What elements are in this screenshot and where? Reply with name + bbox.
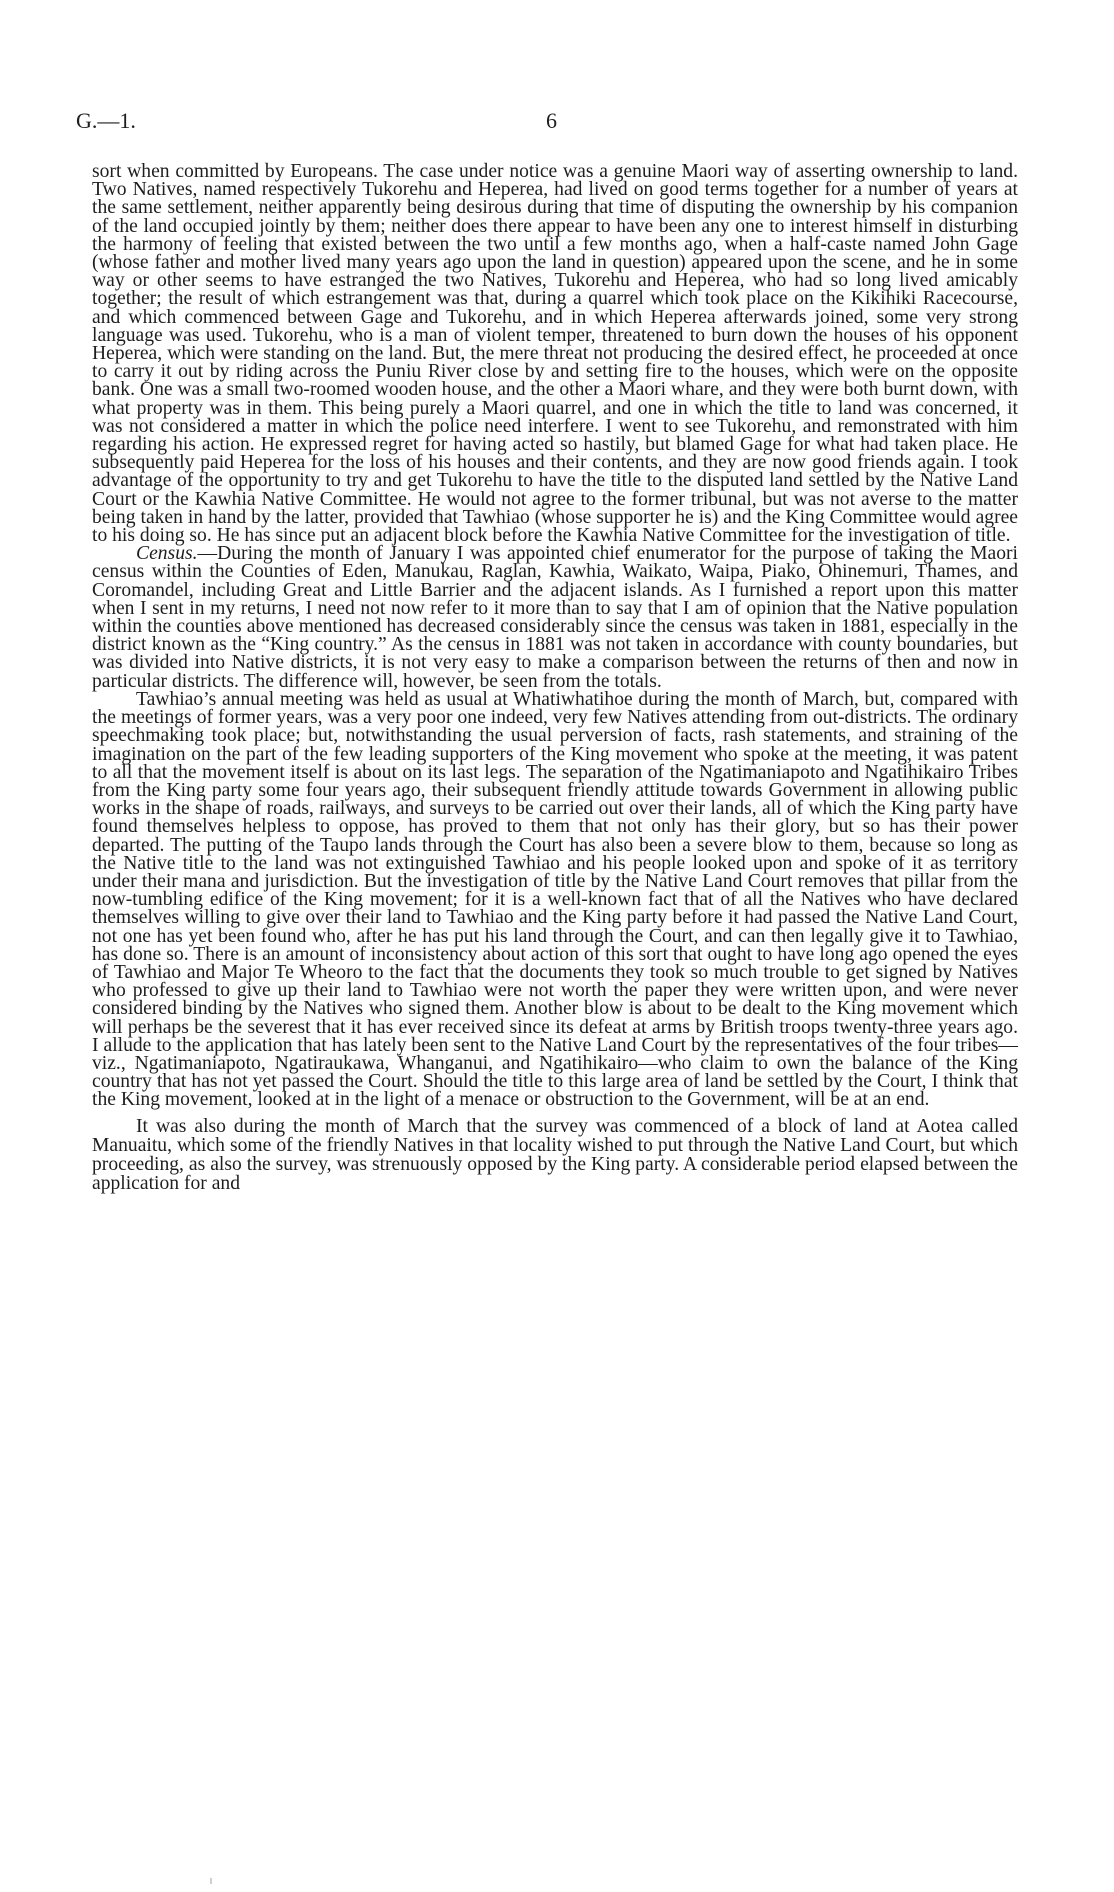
scan-speck (210, 1878, 212, 1884)
document-reference: G.—1. (76, 108, 136, 133)
page-number: 6 (546, 108, 557, 133)
report-body (92, 163, 1018, 1193)
paragraph-census (92, 545, 1018, 691)
census-section-heading: Census. (136, 543, 198, 565)
paragraph-manuaitu-survey (92, 1117, 1018, 1194)
page-header (76, 108, 996, 136)
paragraph-tukorehu-heperea-dispute (92, 163, 1018, 545)
paragraph-text: sort when committed by Europeans. The case under notice was a genuine Maori way of asserting ownership to land. Two Natives, named respectively Tukorehu and Heperea, had lived on good terms together for a number of years at the same settlement, neither apparently being desirous during that time of disputing the ownership by his companion of the land occupied jointly by them; neither does there appear to have been any one to interest himself in disturbing the harmony of feeling that existed between the two until a few months ago, when a half-caste named John Gage (whose father and mother lived many years ago upon the land in question) appeared upon the scene, and he in some way or other seems to have estranged the two Natives, Tukorehu and Heperea, who had so long lived amicably together; the result of which estrangement was that, during a quarrel which took place on the Kikihiki Racecourse, and which commenced between Gage and Tukorehu, and in which Heperea afterwards joined, some very strong language was used. Tukorehu, who is a man of violent temper, threatened to burn down the houses of his opponent Heperea, which were standing on the land. But, the mere threat not producing the desired effect, he proceeded at once to carry it out by riding across the Puniu River close by and setting fire to the houses, which were on the opposite bank. One was a small two-roomed wooden house, and the other a Maori whare, and they were both burnt down, with what property was in them. This being purely a Maori quarrel, and one in which the title to land was concerned, it was not considered a matter in which the police need interfere. I went to see Tukorehu, and remonstrated with him regarding his action. He expressed regret for having acted so hastily, but blamed Gage for what had taken place. He subsequently paid Heperea for the loss of his houses and their contents, and they are now good friends again. I took advantage of the opportunity to try and get Tukorehu to have the title to the disputed land settled by the Native Land Court or the Kawhia Native Committee. He would not agree to the former tribunal, but was not averse to the matter being taken in hand by the latter, provided that Tawhiao (whose supporter he is) and the King Committee would agree to his doing so. He has since put an adjacent block before the Kawhia Native Committee for the investigation of title. (92, 161, 1018, 547)
paragraph-text: It was also during the month of March that the survey was commenced of a block of land at Aotea called Manuaitu, which some of the friendly Natives in that locality wished to put through the Native Land Court, but which proceeding, as also the survey, was strenuously opposed by the King party. A considerable period elapsed between the application for and (92, 1115, 1018, 1195)
paragraph-text: Tawhiao’s annual meeting was held as usual at Whatiwhatihoe during the month of March, but, compared with the meetings of former years, was a very poor one indeed, very few Natives attending from out-districts. The ordinary speechmaking took place; but, notwithstanding the usual perversion of facts, rash statements, and straining of the imagination on the part of the few leading supporters of the King movement who spoke at the meeting, it was patent to all that the movement itself is about on its last legs. The separation of the Ngatimaniapoto and Ngatihikairo Tribes from the King party some four years ago, their subsequent friendly attitude towards Government in allowing public works in the shape of roads, railways, and surveys to be carried out over their lands, all of which the King party have found themselves helpless to oppose, has proved to them that not only has their glory, but so has their power departed. The putting of the Taupo lands through the Court has also been a severe blow to them, because so long as the Native title to the land was not extinguished Tawhiao and his people looked upon and spoke of it as territory under their mana and jurisdiction. But the investigation of title by the Native Land Court removes that pillar from the now-tumbling edifice of the King movement; for it is a well-known fact that of all the Natives who have declared themselves willing to give over their land to Tawhiao and the King party before it had passed the Native Land Court, not one has yet been found who, after he has put his land through the Court, and can then legally give it to Tawhiao, has done so. There is an amount of inconsistency about action of this sort that ought to have long ago opened the eyes of Tawhiao and Major Te Wheoro to the fact that the documents they took so much trouble to get signed by Natives who professed to give up their land to Tawhiao were not worth the paper they were written upon, and were never considered binding by the Natives who signed them. Another blow is about to be dealt to the King movement which will perhaps be the severest that it has ever received since its defeat at arms by British troops twenty-three years ago. I allude to the application that has lately been sent to the Native Land Court by the representatives of the four tribes—viz., Ngatimaniapoto, Ngatiraukawa, Whanganui, and Ngatihikairo—who claim to own the balance of the King country that has not yet passed the Court. Should the title to this large area of land be settled by the Court, I think that the King movement, looked at in the light of a menace or obstruction to the Government, will be at an end. (92, 688, 1018, 1111)
paragraph-text: —During the month of January I was appointed chief enumerator for the purpose of taking the Maori census within the Counties of Eden, Manukau, Raglan, Kawhia, Waikato, Waipa, Piako, Ohinemuri, Thames, and Coromandel, including Great and Little Barrier and the adjacent islands. As I furnished a report upon this matter when I sent in my returns, I need not now refer to it more than to say that I am of opinion that the Native population within the counties above mentioned has decreased considerably since the census was taken in 1881, especially in the district known as the “King country.” As the census in 1881 was not taken in accordance with county boundaries, but was divided into Native districts, it is not very easy to make a comparison between the returns of then and now in particular districts. The difference will, however, be seen from the totals. (92, 543, 1018, 692)
paragraph-tawhiao-meeting (92, 688, 1018, 1111)
